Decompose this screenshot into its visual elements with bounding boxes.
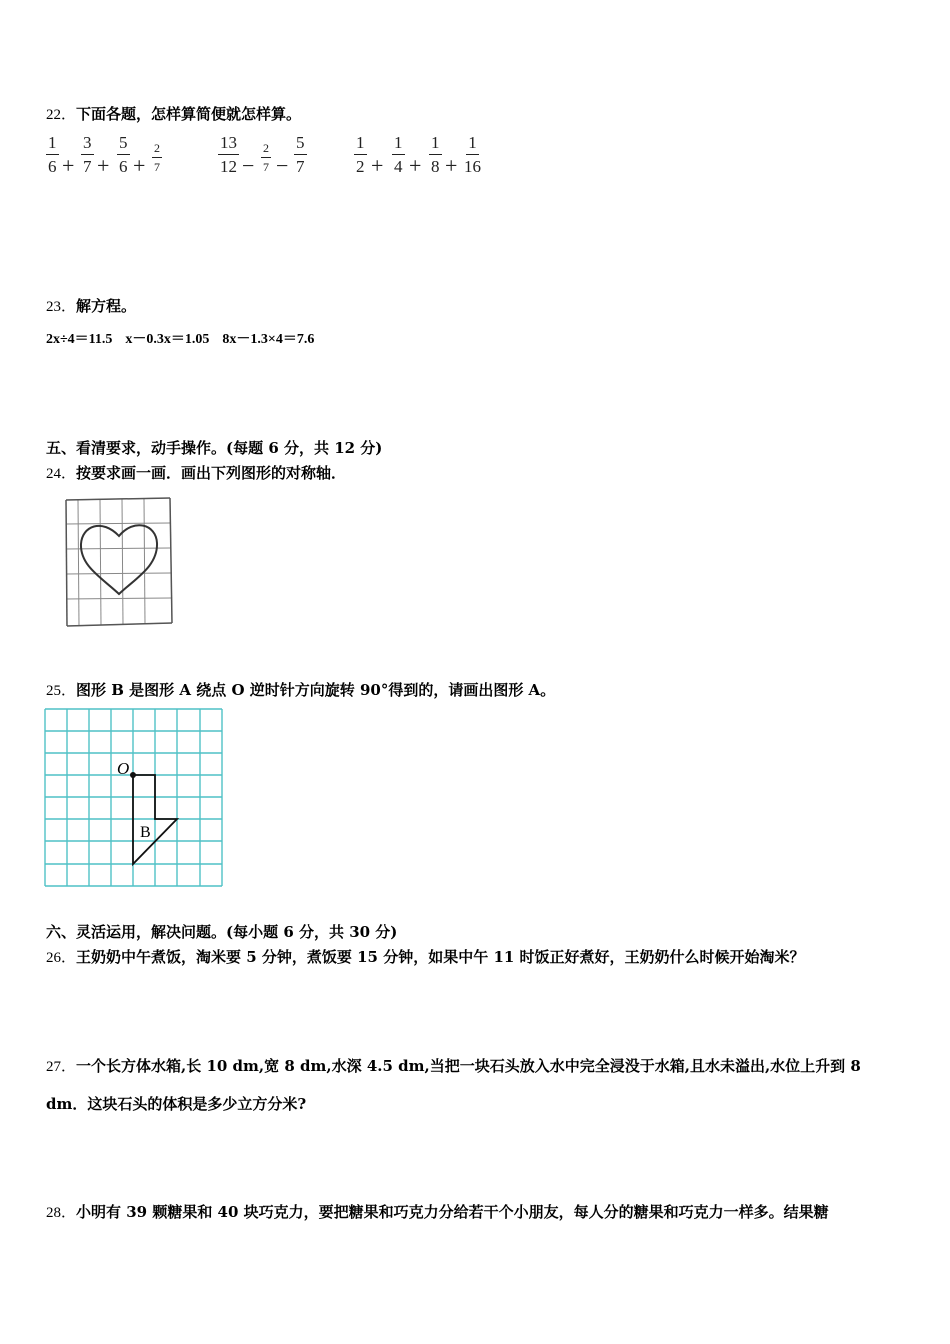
q26-text: 王奶奶中午煮饭，淘米要 5 分钟，煮饭要 15 分钟，如果中午 11 时饭正好煮好，王奶奶什么时候开始淘米？: [76, 948, 805, 966]
fraction: $\frac{5}{6}$: [119, 133, 128, 176]
fraction: $\frac{1}{16}$: [464, 133, 481, 176]
equation-2: x－0.3x＝1.05: [125, 332, 210, 347]
q28-prompt: [46, 1201, 829, 1222]
section-5-title: 五、看清要求，动手操作。(每题 6 分，共 12 分): [46, 439, 383, 457]
fraction: $\frac{1}{4}$: [394, 133, 403, 176]
point-o-label: O: [117, 759, 130, 778]
q23-number: 23．: [46, 299, 77, 315]
fraction: $\frac{2}{7}$: [263, 141, 269, 174]
q22-text: 下面各题，怎样算简便就怎样算。: [76, 105, 302, 123]
q28-text: 小明有 39 颗糖果和 40 块巧克力，要把糖果和巧克力分给若干个小朋友，每人分的糖果和巧克力一样多。结果糖: [76, 1203, 829, 1221]
q22-expression-1: [46, 134, 176, 184]
operator: +: [133, 153, 146, 178]
fraction: $\frac{1}{2}$: [356, 133, 365, 176]
q26-prompt: [46, 946, 805, 967]
fraction: $\frac{3}{7}$: [83, 133, 92, 176]
q24-number: 24．: [46, 466, 77, 482]
q22-expression-2: [218, 134, 318, 184]
q23-text: 解方程。: [76, 297, 137, 315]
operator: −: [276, 153, 289, 178]
q26-number: 26．: [46, 950, 77, 966]
fraction: $\frac{1}{6}$: [48, 133, 57, 176]
operator: +: [62, 153, 75, 178]
operator: +: [97, 153, 110, 178]
q23-equations: [46, 328, 327, 348]
operator: +: [445, 153, 458, 178]
q27-prompt: [46, 1055, 861, 1076]
operator: +: [409, 153, 422, 178]
section-6-title: 六、灵活运用，解决问题。(每小题 6 分，共 30 分): [46, 923, 398, 941]
q22-prompt: [46, 103, 301, 124]
heart-grid-figure: [62, 496, 176, 634]
shape-b-label: B: [140, 824, 151, 841]
q22-expression-3: [354, 134, 494, 184]
q25-number: 25．: [46, 683, 77, 699]
q27-number: 27．: [46, 1059, 77, 1075]
q25-text: 图形 B 是图形 A 绕点 O 逆时针方向旋转 90°得到的，请画出图形 A。: [76, 681, 556, 699]
q27-text-line1: 一个长方体水箱,长 10 dm,宽 8 dm,水深 4.5 dm,当把一块石头放入水中完全浸没于水箱,且水未溢出,水位上升到 8: [76, 1057, 861, 1075]
equation-1: 2x÷4＝11.5: [46, 332, 113, 347]
rotation-grid-figure: [44, 708, 224, 889]
q23-prompt: [46, 295, 136, 316]
fraction: $\frac{13}{12}$: [220, 133, 237, 176]
q27-text-line2: dm．这块石头的体积是多少立方分米?: [46, 1095, 307, 1113]
fraction: $\frac{5}{7}$: [296, 133, 305, 176]
point-o: [130, 772, 136, 778]
q24-text: 按要求画一画．画出下列图形的对称轴．: [76, 464, 347, 482]
operator: +: [371, 153, 384, 178]
equation-3: 8x－1.3×4＝7.6: [222, 332, 315, 347]
operator: −: [242, 153, 255, 178]
q28-number: 28．: [46, 1205, 77, 1221]
q24-prompt: [46, 462, 346, 483]
fraction: $\frac{2}{7}$: [154, 141, 160, 174]
heart-shape: [81, 525, 157, 594]
fraction: $\frac{1}{8}$: [431, 133, 440, 176]
q22-number: 22．: [46, 107, 77, 123]
q25-prompt: [46, 679, 555, 700]
